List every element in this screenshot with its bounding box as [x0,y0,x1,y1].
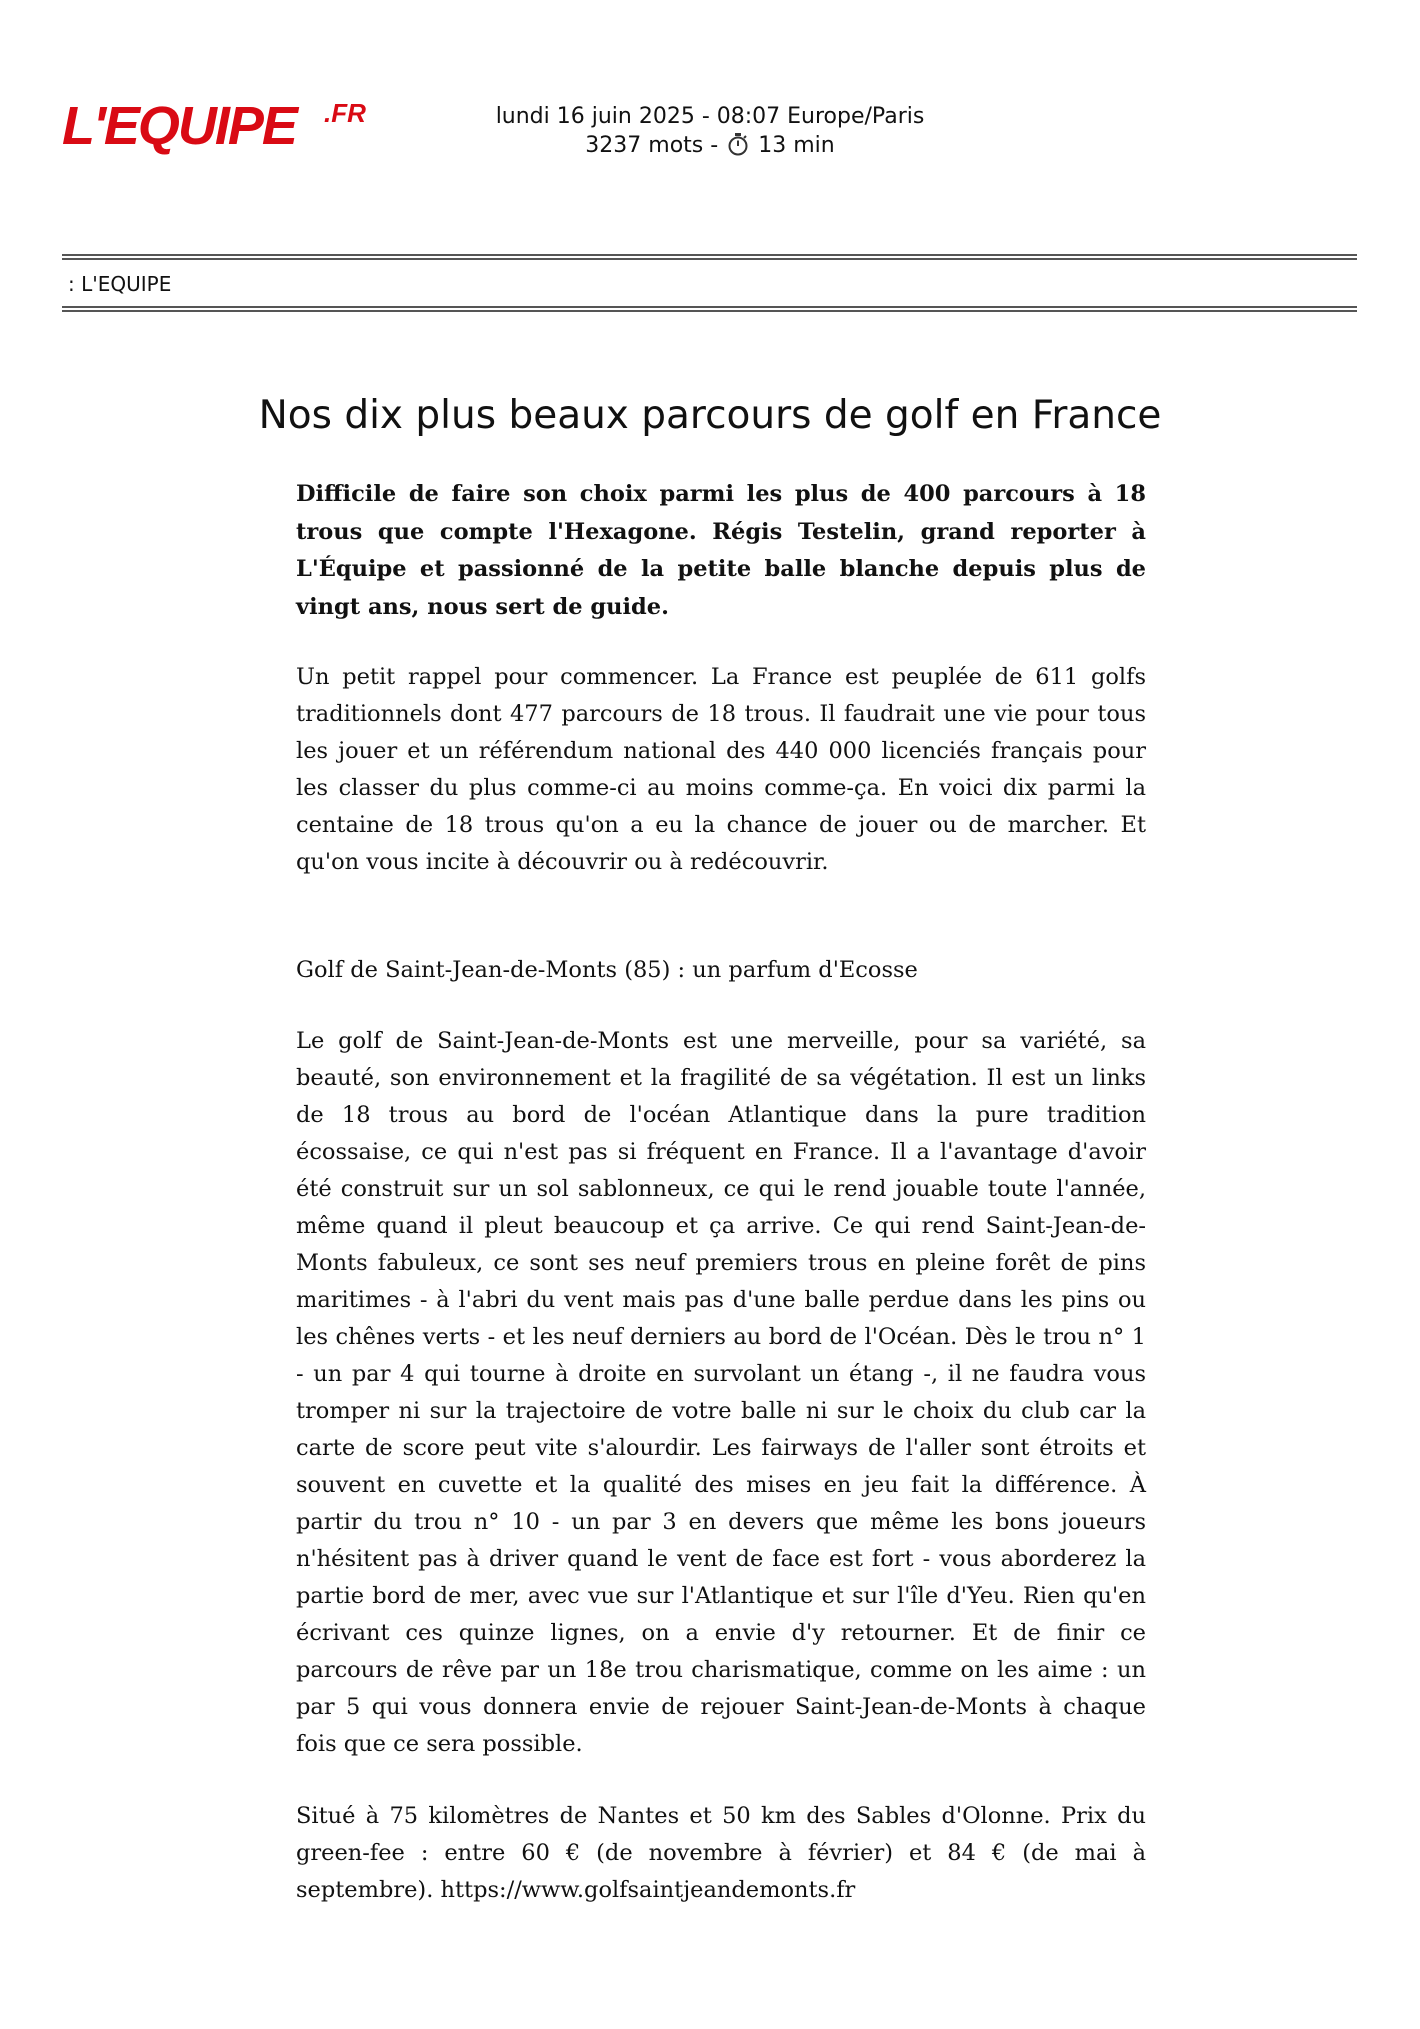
article-body [296,476,1146,1909]
meta-separator: - [710,133,719,158]
word-count: 3237 mots [585,133,704,158]
section-info: Situé à 75 kilomètres de Nantes et 50 km des Sables d'Olonne. Prix du green-fee : entre 60 € (de novembre à février) et 84 € (de mai à septembre). https://www.golfsaintjeandemonts.fr [296,1803,1146,1903]
logo-wordmark: L'EQUIPE [62,98,296,156]
reading-info [430,131,990,164]
article-lead: Difficile de faire son choix parmi les plus de 400 parcours à 18 trous que compte l'Hexagone. Régis Testelin, grand reporter à L'Équipe et passionné de la petite balle blanche depuis plus de vingt ans, nous sert de guide. [296,481,1146,620]
lequipe-logo[interactable] [62,98,392,158]
logo-graphic [62,98,392,158]
source-label: : L'EQUIPE [68,272,172,296]
section-body: Le golf de Saint-Jean-de-Monts est une merveille, pour sa variété, sa beauté, son environnement et la fragilité de sa végétation. Il est un links de 18 trous au bord de l'océan Atlantique dans la pure tradition écossaise, ce qui n'est pas si fréquent en France. Il a l'avantage d'avoir été construit sur un sol sablonneux, ce qui le rend jouable toute l'année, même quand il pleut beaucoup et ça arrive. Ce qui rend Saint-Jean-de-Monts fabuleux, ce sont ses neuf premiers trous en pleine forêt de pins maritimes - à l'abri du vent mais pas d'une balle perdue dans les pins ou les chênes verts - et les neuf derniers au bord de l'Océan. Dès le trou n° 1 - un par 4 qui tourne à droite en survolant un étang -, il ne faudra vous tromper ni sur la trajectoire de votre balle ni sur le choix du club car la carte de score peut vite s'alourdir. Les fairways de l'aller sont étroits et souvent en cuvette et la qualité des mises en jeu fait la différence. À partir du trou n° 10 - un par 3 en devers que même les bons joueurs n'hésitent pas à driver quand le vent de face est fort - vous aborderez la partie bord de mer, avec vue sur l'Atlantique et sur l'île d'Yeu. Rien qu'en écrivant ces quinze lignes, on a envie d'y retourner. Et de finir ce parcours de rêve par un 18e trou charismatique, comme on les aime : un par 5 qui vous donnera envie de rejouer Saint-Jean-de-Monts à chaque fois que ce sera possible. [296,1028,1146,1757]
publish-date: lundi 16 juin 2025 - 08:07 Europe/Paris [495,104,925,129]
section-title: Golf de Saint-Jean-de-Monts (85) : un parfum d'Ecosse [296,957,918,983]
read-time: 13 min [758,133,835,158]
stopwatch-icon [727,132,749,164]
top-double-rule [62,254,1357,256]
article-meta [430,102,990,164]
bottom-double-rule [62,306,1357,308]
article-intro: Un petit rappel pour commencer. La France est peuplée de 611 golfs traditionnels dont 477 parcours de 18 trous. Il faudrait une vie pour tous les jouer et un référendum national des 440 000 licenciés français pour les classer du plus comme-ci au moins comme-ça. En voici dix parmi la centaine de 18 trous qu'on a eu la chance de jouer ou de marcher. Et qu'on vous incite à découvrir ou à redécouvrir. [296,664,1146,875]
article-title: Nos dix plus beaux parcours de golf en France [258,393,1162,438]
logo-suffix: .FR [324,98,366,128]
